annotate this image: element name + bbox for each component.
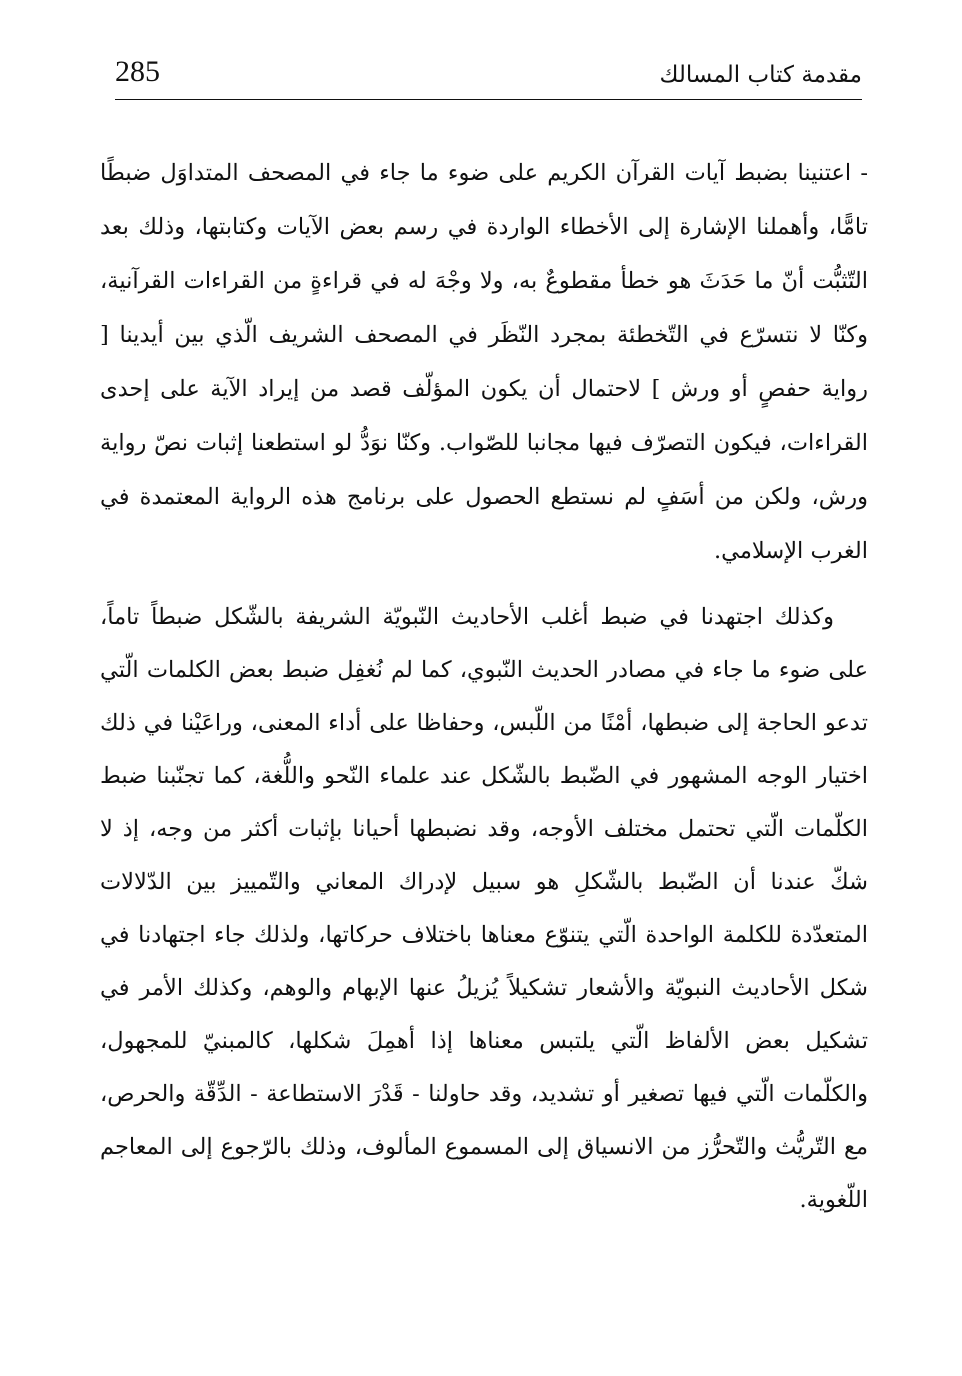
paragraph-2: وكذلك اجتهدنا في ضبط أغلب الأحاديث النّبويّة الشريفة بالشّكل ضبطاً تاماً، على ضوء ما جاء في مصادر الحديث النّبوي، كما لم نُغفِل ضبط بعض الكلمات الّتي تدعو الحاجة إلى ضبطها، أمْنًا من اللّبس، وحفاظا على أداء المعنى، وراعَيْنا في ذلك اختيار الوجه المشهور في الضّبط بالشّكل عند علماء النّحو واللُّغة، كما تجنّبنا ضبط الكلّمات الّتي تحتمل مختلف الأوجه، وقد نضبطها أحيانا بإثبات أكثر من وجه، إذ لا شكّ عندنا أن الضّبط بالشّكلِ هو سبيل لإدراك المعاني والتّمييز بين الدّلالات المتعدّدة للكلمة الواحدة الّتي يتنوّع معناها باختلاف حركاتها، ولذلك جاء اجتهادنا في شكل الأحاديث النبويّة والأشعار تشكيلاً يُزيلُ عنها الإبهام والوهم، وكذلك الأمر في تشكيل بعض الألفاظ الّتي يلتبس معناها إذا أهمِلَ شكلها، كالمبنيّ للمجهول، والكلّمات الّتي فيها تصغير أو تشديد، وقد حاولنا - قَدْرَ الاستطاعة - الدِّقّة والحرص، مع التّريُّث والتّحرُّز من الانسياق إلى المسموع المألوف، وذلك بالرّجوع إلى المعاجم اللّغوية. bbox=[100, 604, 868, 1213]
page-header bbox=[115, 52, 862, 98]
header-rule bbox=[115, 99, 862, 100]
body-text bbox=[100, 146, 868, 1227]
paragraph-1: - اعتنينا بضبط آيات القرآن الكريم على ضوء ما جاء في المصحف المتداوَل ضبطًا تامًّا، وأهملنا الإشارة إلى الأخطاء الواردة في رسم بعض الآيات وكتابتها، وذلك بعد التّثبُّت أنّ ما حَدَثَ هو خطأ مقطوعٌ به، ولا وجْهَ له في قراءةٍ من القراءات القرآنية، وكنّا لا نتسرّع في التّخطئة بمجرد النّظَر في المصحف الشريف الّذي بين أيدينا [ رواية حفصٍ أو ورش ] لاحتمال أن يكون المؤلّف قصد من إيراد الآية على إحدى القراءات، فيكون التصرّف فيها مجانبا للصّواب. وكنّا نوَدُّ لو استطعنا إثبات نصّ رواية ورش، ولكن من أسَفٍ لم نستطع الحصول على برنامج هذه الرواية المعتمدة في الغرب الإسلامي. bbox=[100, 160, 868, 564]
running-title: مقدمة كتاب المسالك bbox=[659, 62, 862, 88]
page-number: 285 bbox=[115, 55, 160, 88]
